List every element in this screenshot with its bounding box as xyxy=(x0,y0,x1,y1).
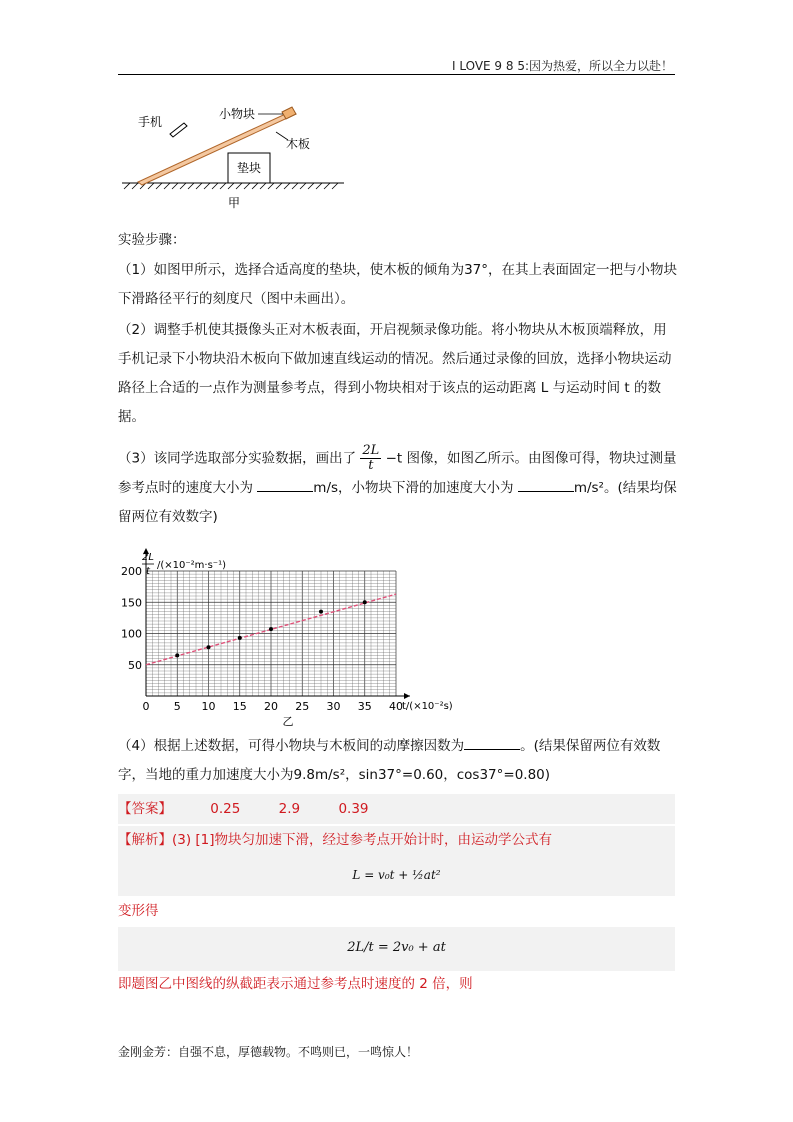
x-axis-arrow xyxy=(404,693,410,699)
chart-ticks xyxy=(121,565,403,713)
x-tick-label: 5 xyxy=(173,700,181,713)
x-tick-label: 30 xyxy=(326,700,341,713)
chart-2L-t-vs-t xyxy=(118,540,468,730)
y-tick-label: 200 xyxy=(121,565,142,578)
figure-caption-a: 甲 xyxy=(227,196,241,210)
equation-1: L = v₀t + ½at² xyxy=(352,868,441,882)
y-tick-label: 100 xyxy=(121,627,142,641)
figure-caption-b: 乙 xyxy=(282,715,294,728)
ylabel-num: 2L xyxy=(142,552,154,563)
x-tick-label: 10 xyxy=(201,700,216,713)
x-tick-label: 15 xyxy=(232,700,247,713)
equation-2: 2L/t = 2v₀ + at xyxy=(347,940,446,955)
answer-value-3: 0.39 xyxy=(338,801,369,817)
data-point xyxy=(238,636,242,640)
step-1: （1）如图甲所示，选择合适高度的垫块，使木板的倾角为37°，在其上表面固定一把与小物块下滑路径平行的刻度尺（图中未画出）。 xyxy=(118,262,678,307)
phone-label: 手机 xyxy=(138,115,163,129)
x-tick-label: 25 xyxy=(295,700,310,713)
x-tick-label: 0 xyxy=(142,700,150,713)
board-label: 木板 xyxy=(286,137,311,151)
step-2: （2）调整手机使其摄像头正对木板表面，开启视频录像功能。将小物块从木板顶端释放，用手机记录下小物块沿木板向下做加速直线运动的情况。然后通过录像的回放，选择小物块运动路径上合适的一点作为测量参考点，得到小物块相对于该点的运动距离 L 与运动时间 t 的数据。 xyxy=(118,322,672,425)
fraction-2L-t: $\frac{2L}{t}$ xyxy=(362,443,380,473)
data-point xyxy=(175,653,179,657)
answer-value-2: 2.9 xyxy=(278,801,301,817)
x-tick-label: 20 xyxy=(264,700,278,713)
ylabel-unit: /(×10⁻²m·s⁻¹) xyxy=(157,560,226,571)
analysis-line: 【解析】(3) [1]物块匀加速下滑，经过参考点开始计时，由运动学公式有 xyxy=(118,832,553,848)
ground-hatch xyxy=(124,183,338,189)
conclusion-text: 即题图乙中图线的纵截距表示通过参考点时速度的 2 倍，则 xyxy=(118,976,473,992)
y-tick-label: 50 xyxy=(128,658,142,672)
page-footer: 金刚金芳：自强不息，厚德载物。不鸣则已，一鸣惊人！ xyxy=(118,1045,419,1059)
ylabel-den: t xyxy=(146,566,150,577)
page-header: I LOVE 9 8 5:因为热爱，所以全力以赴！ xyxy=(451,59,673,73)
data-point xyxy=(207,645,211,649)
answer-blank-velocity[interactable] xyxy=(257,477,313,492)
pad-label: 垫块 xyxy=(236,161,262,175)
block-label: 小物块 xyxy=(219,107,256,121)
answer-label: 【答案】 xyxy=(118,801,172,817)
data-point xyxy=(319,610,323,614)
answer-value-1: 0.25 xyxy=(210,801,241,817)
transform-text: 变形得 xyxy=(118,903,159,919)
data-point xyxy=(269,627,273,631)
answer-row xyxy=(118,795,678,824)
analysis-label: 【解析】 xyxy=(118,832,172,848)
steps-title: 实验步骤： xyxy=(118,232,186,248)
figure-incline xyxy=(118,96,358,216)
xlabel: t/(×10⁻²s) xyxy=(402,701,453,712)
phone-shape xyxy=(170,123,187,137)
chart-grid xyxy=(146,571,396,696)
x-tick-label: 35 xyxy=(357,700,372,713)
y-tick-label: 150 xyxy=(121,596,142,610)
x-tick-label: 40 xyxy=(389,700,403,713)
answer-blank-acceleration[interactable] xyxy=(518,477,574,492)
header-rule xyxy=(118,74,675,75)
data-point xyxy=(363,600,367,604)
step-4: （4）根据上述数据，可得小物块与木板间的动摩擦因数为 。(结果保留两位有效数字，当地的重力加速度大小为9.8m/s²，sin37°=0.60，cos37°=0.80) xyxy=(118,732,678,790)
answer-blank-friction[interactable] xyxy=(464,735,520,750)
step-3: （3）该同学选取部分实验数据，画出了 $\frac{2L}{t}$ −t 图像，如图乙所示。由图像可得，物块过测量参考点时的速度大小为 m/s，小物块下滑的加速度大小为 m/s²。(结果均保留两位有效数字) xyxy=(118,443,677,525)
